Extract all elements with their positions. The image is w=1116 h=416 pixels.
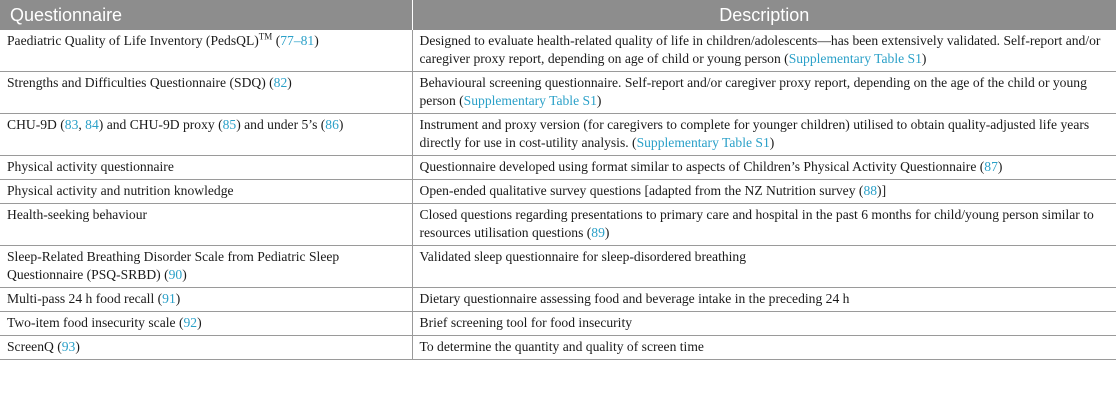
cell-text: ) xyxy=(338,117,344,132)
cell-text: ScreenQ ( xyxy=(7,339,62,354)
description-cell xyxy=(412,114,1116,156)
cell-text: Open-ended qualitative survey questions [adapted from the NZ Nutrition survey ( xyxy=(419,183,864,198)
cell-text: , xyxy=(78,117,86,132)
cell-text: ) xyxy=(596,93,602,108)
reference-link[interactable]: 86 xyxy=(325,117,339,132)
description-cell xyxy=(412,180,1116,204)
cell-text: Paediatric Quality of Life Inventory (PedsQL) xyxy=(7,33,259,48)
cell-text: )] xyxy=(877,183,887,198)
cell-text: CHU-9D ( xyxy=(7,117,65,132)
cell-text: ) xyxy=(75,339,80,354)
cell-text: ) xyxy=(997,159,1003,174)
description-cell xyxy=(412,156,1116,180)
cell-text: Physical activity questionnaire xyxy=(7,159,174,174)
reference-link[interactable]: Supplementary Table S1 xyxy=(463,93,597,108)
questionnaire-cell xyxy=(0,30,412,72)
questionnaire-cell xyxy=(0,180,412,204)
reference-link[interactable]: Supplementary Table S1 xyxy=(788,51,922,66)
cell-text: ) xyxy=(287,75,292,90)
table-row xyxy=(0,246,1116,288)
reference-link[interactable]: 82 xyxy=(273,75,288,90)
questionnaire-cell xyxy=(0,114,412,156)
table-row xyxy=(0,288,1116,312)
questionnaire-cell xyxy=(0,312,412,336)
cell-text: Validated sleep questionnaire for sleep-disordered breathing xyxy=(419,249,747,264)
cell-text: Behavioural screening questionnaire. Self-report and/or caregiver proxy report, depending on the age of the child or young person ( xyxy=(419,75,1087,108)
cell-text: ) xyxy=(921,51,927,66)
reference-link[interactable]: 88 xyxy=(863,183,878,198)
cell-text: ) xyxy=(604,225,610,240)
description-cell xyxy=(412,312,1116,336)
table-row xyxy=(0,336,1116,360)
reference-link[interactable]: 92 xyxy=(183,315,198,330)
questionnaire-cell xyxy=(0,204,412,246)
cell-text: ) xyxy=(769,135,775,150)
cell-text: ) and CHU-9D proxy ( xyxy=(98,117,223,132)
cell-text: ) xyxy=(182,267,187,282)
cell-text: Designed to evaluate health-related quality of life in children/adolescents—has been extensively validated. Self-report and/or caregiver proxy report, depending on age of child or young person ( xyxy=(419,33,1101,66)
cell-text: Sleep-Related Breathing Disorder Scale from Pediatric Sleep Questionnaire (PSQ-SRBD) ( xyxy=(7,249,340,282)
reference-link[interactable]: Supplementary Table S1 xyxy=(636,135,770,150)
reference-link[interactable]: 85 xyxy=(222,117,237,132)
cell-text: Closed questions regarding presentations to primary care and hospital in the past 6 months for child/young person similar to resources utilisation questions ( xyxy=(419,207,1094,240)
description-cell xyxy=(412,30,1116,72)
cell-text: ) xyxy=(314,33,319,48)
cell-text: Dietary questionnaire assessing food and beverage intake in the preceding 24 h xyxy=(419,291,850,306)
reference-link[interactable]: 84 xyxy=(85,117,99,132)
table-row xyxy=(0,180,1116,204)
cell-text: Two-item food insecurity scale ( xyxy=(7,315,184,330)
table-row xyxy=(0,156,1116,180)
table-row xyxy=(0,114,1116,156)
description-cell xyxy=(412,246,1116,288)
cell-text: Instrument and proxy version (for caregivers to complete for younger children) utilised to obtain quality-adjusted life years directly for use in cost-utility analysis. ( xyxy=(419,117,1090,150)
cell-text: Multi-pass 24 h food recall ( xyxy=(7,291,163,306)
table-header xyxy=(0,0,1116,30)
table-row xyxy=(0,30,1116,72)
cell-text: ) and under 5’s ( xyxy=(236,117,326,132)
questionnaire-cell xyxy=(0,156,412,180)
reference-link[interactable]: 89 xyxy=(591,225,605,240)
header-description: Description xyxy=(412,0,1116,30)
reference-link[interactable]: 87 xyxy=(984,159,998,174)
cell-text: Brief screening tool for food insecurity xyxy=(419,315,633,330)
questionnaire-cell xyxy=(0,336,412,360)
reference-link[interactable]: 93 xyxy=(61,339,76,354)
table-row xyxy=(0,204,1116,246)
header-questionnaire: Questionnaire xyxy=(0,0,412,30)
table-body xyxy=(0,30,1116,360)
questionnaire-cell xyxy=(0,288,412,312)
description-cell xyxy=(412,72,1116,114)
reference-link[interactable]: 90 xyxy=(168,267,183,282)
cell-text: Strengths and Difficulties Questionnaire (SDQ) ( xyxy=(7,75,274,90)
cell-text: ) xyxy=(175,291,181,306)
trademark-superscript: TM xyxy=(258,31,273,42)
description-cell xyxy=(412,288,1116,312)
table-row xyxy=(0,72,1116,114)
header-row xyxy=(0,0,1116,30)
description-cell xyxy=(412,204,1116,246)
description-cell xyxy=(412,336,1116,360)
questionnaire-cell xyxy=(0,72,412,114)
reference-link[interactable]: 77–81 xyxy=(280,33,315,48)
questionnaire-cell xyxy=(0,246,412,288)
cell-text: Physical activity and nutrition knowledge xyxy=(7,183,234,198)
cell-text: To determine the quantity and quality of screen time xyxy=(419,339,704,354)
cell-text: Questionnaire developed using format similar to aspects of Children’s Physical Activity Questionnaire ( xyxy=(419,159,985,174)
cell-text: ( xyxy=(272,33,281,48)
reference-link[interactable]: 83 xyxy=(64,117,79,132)
reference-link[interactable]: 91 xyxy=(162,291,176,306)
cell-text: Health-seeking behaviour xyxy=(7,207,148,222)
table-row xyxy=(0,312,1116,336)
cell-text: ) xyxy=(197,315,202,330)
